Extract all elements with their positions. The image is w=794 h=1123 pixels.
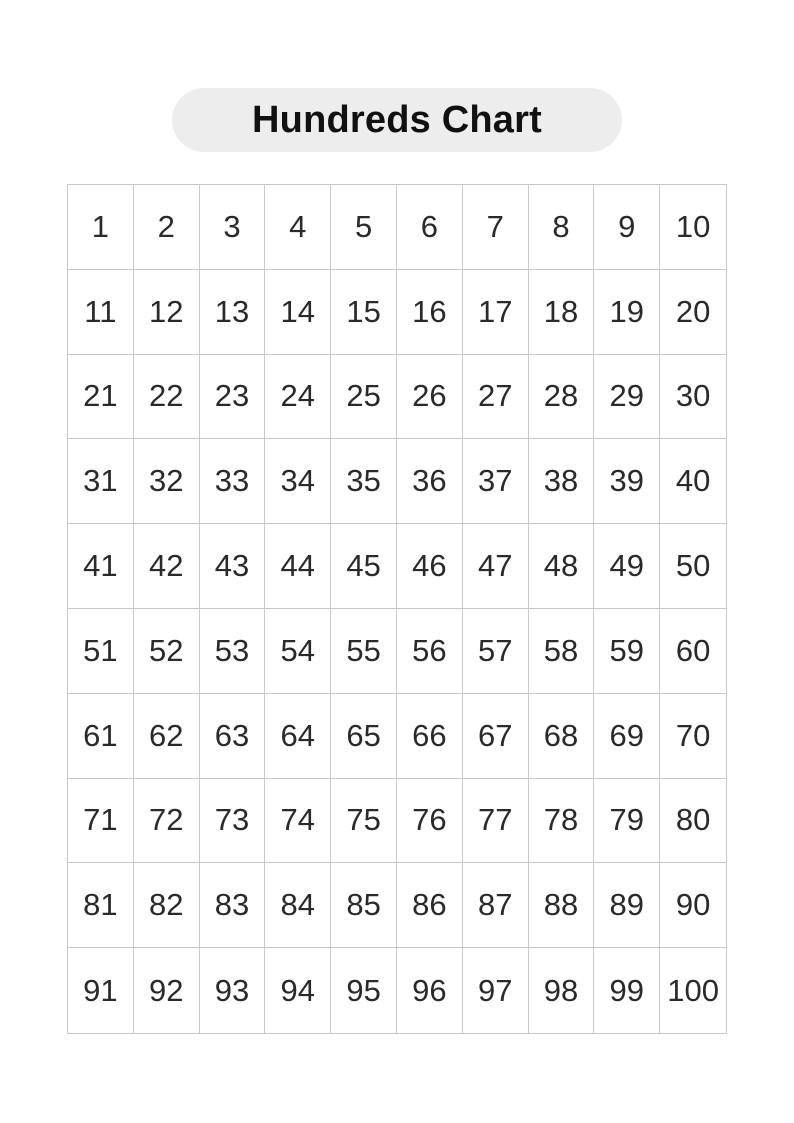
grid-cell: 55 bbox=[331, 609, 397, 694]
grid-cell: 25 bbox=[331, 355, 397, 440]
grid-cell: 10 bbox=[660, 185, 726, 270]
grid-cell: 26 bbox=[397, 355, 463, 440]
grid-cell: 81 bbox=[68, 863, 134, 948]
grid-cell: 80 bbox=[660, 779, 726, 864]
grid-cell: 38 bbox=[529, 439, 595, 524]
grid-cell: 83 bbox=[200, 863, 266, 948]
grid-cell: 48 bbox=[529, 524, 595, 609]
grid-cell: 16 bbox=[397, 270, 463, 355]
grid-cell: 47 bbox=[463, 524, 529, 609]
grid-cell: 69 bbox=[594, 694, 660, 779]
grid-cell: 78 bbox=[529, 779, 595, 864]
grid-cell: 35 bbox=[331, 439, 397, 524]
grid-cell: 89 bbox=[594, 863, 660, 948]
grid-cell: 87 bbox=[463, 863, 529, 948]
grid-cell: 15 bbox=[331, 270, 397, 355]
grid-cell: 29 bbox=[594, 355, 660, 440]
hundreds-grid bbox=[67, 184, 727, 1034]
grid-cell: 34 bbox=[265, 439, 331, 524]
grid-cell: 84 bbox=[265, 863, 331, 948]
grid-cell: 43 bbox=[200, 524, 266, 609]
grid-cell: 21 bbox=[68, 355, 134, 440]
grid-cell: 14 bbox=[265, 270, 331, 355]
grid-cell: 13 bbox=[200, 270, 266, 355]
grid-cell: 41 bbox=[68, 524, 134, 609]
grid-cell: 8 bbox=[529, 185, 595, 270]
grid-cell: 52 bbox=[134, 609, 200, 694]
grid-cell: 36 bbox=[397, 439, 463, 524]
grid-cell: 32 bbox=[134, 439, 200, 524]
grid-cell: 5 bbox=[331, 185, 397, 270]
grid-cell: 99 bbox=[594, 948, 660, 1033]
grid-cell: 11 bbox=[68, 270, 134, 355]
grid-cell: 42 bbox=[134, 524, 200, 609]
grid-cell: 40 bbox=[660, 439, 726, 524]
grid-cell: 33 bbox=[200, 439, 266, 524]
grid-cell: 37 bbox=[463, 439, 529, 524]
grid-cell: 30 bbox=[660, 355, 726, 440]
grid-cell: 1 bbox=[68, 185, 134, 270]
grid-cell: 77 bbox=[463, 779, 529, 864]
grid-cell: 73 bbox=[200, 779, 266, 864]
title-banner bbox=[172, 88, 622, 152]
grid-cell: 51 bbox=[68, 609, 134, 694]
grid-cell: 95 bbox=[331, 948, 397, 1033]
grid-cell: 74 bbox=[265, 779, 331, 864]
grid-cell: 27 bbox=[463, 355, 529, 440]
grid-cell: 46 bbox=[397, 524, 463, 609]
grid-cell: 44 bbox=[265, 524, 331, 609]
grid-cell: 57 bbox=[463, 609, 529, 694]
grid-cell: 59 bbox=[594, 609, 660, 694]
grid-cell: 97 bbox=[463, 948, 529, 1033]
grid-cell: 91 bbox=[68, 948, 134, 1033]
grid-cell: 82 bbox=[134, 863, 200, 948]
grid-cell: 60 bbox=[660, 609, 726, 694]
grid-cell: 71 bbox=[68, 779, 134, 864]
grid-cell: 45 bbox=[331, 524, 397, 609]
grid-cell: 49 bbox=[594, 524, 660, 609]
grid-cell: 92 bbox=[134, 948, 200, 1033]
grid-cell: 98 bbox=[529, 948, 595, 1033]
grid-cell: 88 bbox=[529, 863, 595, 948]
grid-cell: 50 bbox=[660, 524, 726, 609]
grid-cell: 17 bbox=[463, 270, 529, 355]
grid-cell: 22 bbox=[134, 355, 200, 440]
grid-cell: 2 bbox=[134, 185, 200, 270]
grid-cell: 68 bbox=[529, 694, 595, 779]
grid-cell: 19 bbox=[594, 270, 660, 355]
grid-cell: 79 bbox=[594, 779, 660, 864]
grid-cell: 85 bbox=[331, 863, 397, 948]
grid-cell: 75 bbox=[331, 779, 397, 864]
grid-cell: 94 bbox=[265, 948, 331, 1033]
grid-cell: 65 bbox=[331, 694, 397, 779]
grid-cell: 6 bbox=[397, 185, 463, 270]
grid-cell: 31 bbox=[68, 439, 134, 524]
grid-cell: 96 bbox=[397, 948, 463, 1033]
grid-cell: 24 bbox=[265, 355, 331, 440]
grid-cell: 63 bbox=[200, 694, 266, 779]
grid-cell: 67 bbox=[463, 694, 529, 779]
grid-cell: 12 bbox=[134, 270, 200, 355]
grid-cell: 56 bbox=[397, 609, 463, 694]
grid-cell: 20 bbox=[660, 270, 726, 355]
grid-cell: 58 bbox=[529, 609, 595, 694]
grid-cell: 70 bbox=[660, 694, 726, 779]
grid-cell: 39 bbox=[594, 439, 660, 524]
grid-cell: 28 bbox=[529, 355, 595, 440]
grid-cell: 90 bbox=[660, 863, 726, 948]
grid-cell: 54 bbox=[265, 609, 331, 694]
grid-cell: 61 bbox=[68, 694, 134, 779]
grid-cell: 3 bbox=[200, 185, 266, 270]
grid-cell: 66 bbox=[397, 694, 463, 779]
grid-cell: 18 bbox=[529, 270, 595, 355]
grid-cell: 64 bbox=[265, 694, 331, 779]
grid-cell: 72 bbox=[134, 779, 200, 864]
grid-cell: 53 bbox=[200, 609, 266, 694]
grid-cell: 93 bbox=[200, 948, 266, 1033]
grid-cell: 9 bbox=[594, 185, 660, 270]
grid-cell: 76 bbox=[397, 779, 463, 864]
grid-cell: 62 bbox=[134, 694, 200, 779]
grid-cell: 86 bbox=[397, 863, 463, 948]
page-title: Hundreds Chart bbox=[252, 98, 542, 141]
grid-cell: 100 bbox=[667, 972, 719, 1008]
grid-cell: 7 bbox=[463, 185, 529, 270]
grid-cell: 23 bbox=[200, 355, 266, 440]
grid-cell: 4 bbox=[265, 185, 331, 270]
